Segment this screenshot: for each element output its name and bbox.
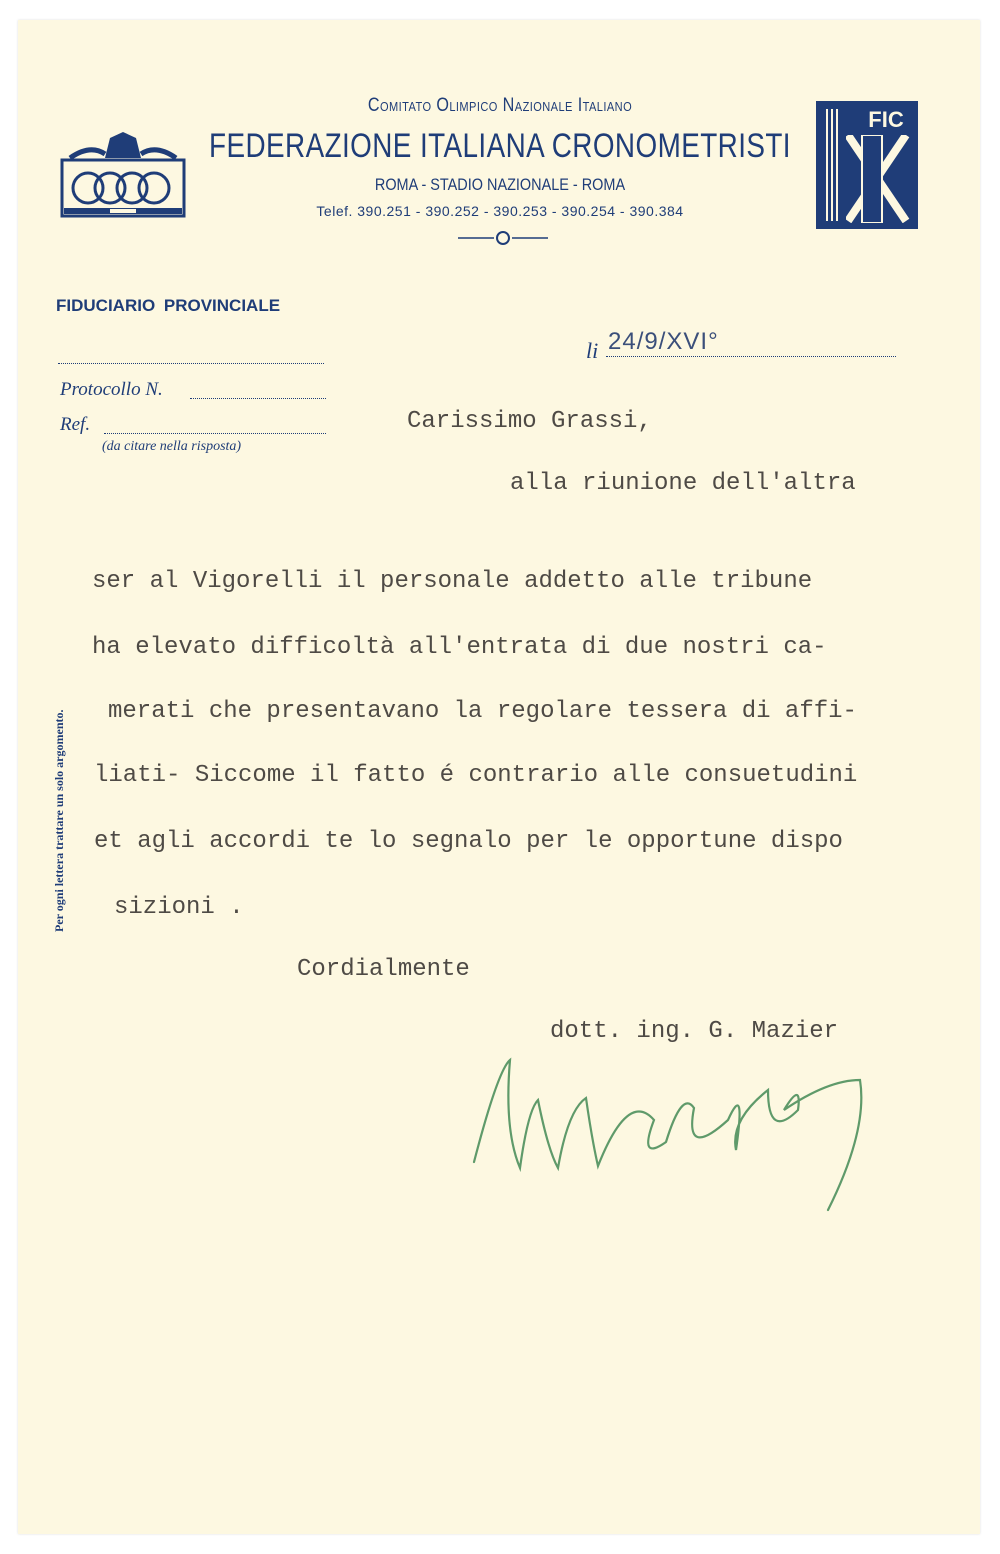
letterhead-title: FEDERAZIONE ITALIANA CRONOMETRISTI (209, 127, 791, 165)
body-line: ser al Vigorelli il personale addetto alle tribune (92, 568, 813, 595)
date-value: 24/9/XVI° (608, 328, 719, 355)
body-line: et agli accordi te lo segnalo per le opportune dispo (94, 828, 843, 855)
fic-logo: FIC (816, 101, 918, 229)
side-note: Per ogni lettera trattare un solo argomento. (52, 709, 66, 932)
office-blank-line[interactable] (58, 355, 324, 364)
body-line: merati che presentavano la regolare tessera di affi- (108, 698, 857, 725)
ornament-icon (458, 231, 548, 245)
date-prefix: li (586, 338, 599, 363)
salutation: Carissimo Grassi, (407, 408, 652, 435)
signatory: dott. ing. G. Mazier (550, 1018, 839, 1045)
protocollo-label: Protocollo N. (60, 379, 163, 400)
office-title: FIDUCIARIO PROVINCIALE (56, 296, 281, 315)
letterhead-address: ROMA - STADIO NAZIONALE - ROMA (374, 175, 626, 194)
body-line: alla riunione dell'altra (510, 470, 856, 497)
ref-field[interactable] (104, 425, 326, 434)
ref-note: (da citare nella risposta) (102, 439, 242, 454)
body-line: sizioni . (114, 894, 244, 921)
ref-label: Ref. (60, 414, 91, 435)
letterhead-phones: Telef. 390.251 - 390.252 - 390.253 - 390.254 - 390.384 (316, 203, 684, 219)
body-line: ha elevato difficoltà all'entrata di due nostri ca- (92, 634, 827, 661)
letterhead-line1: Comitato Olimpico Nazionale Italiano (367, 95, 633, 116)
closing: Cordialmente (297, 956, 470, 983)
body-line: liati- Siccome il fatto é contrario alle consuetudini (94, 762, 858, 789)
handwritten-signature (468, 1050, 878, 1220)
protocollo-field[interactable] (190, 390, 326, 399)
